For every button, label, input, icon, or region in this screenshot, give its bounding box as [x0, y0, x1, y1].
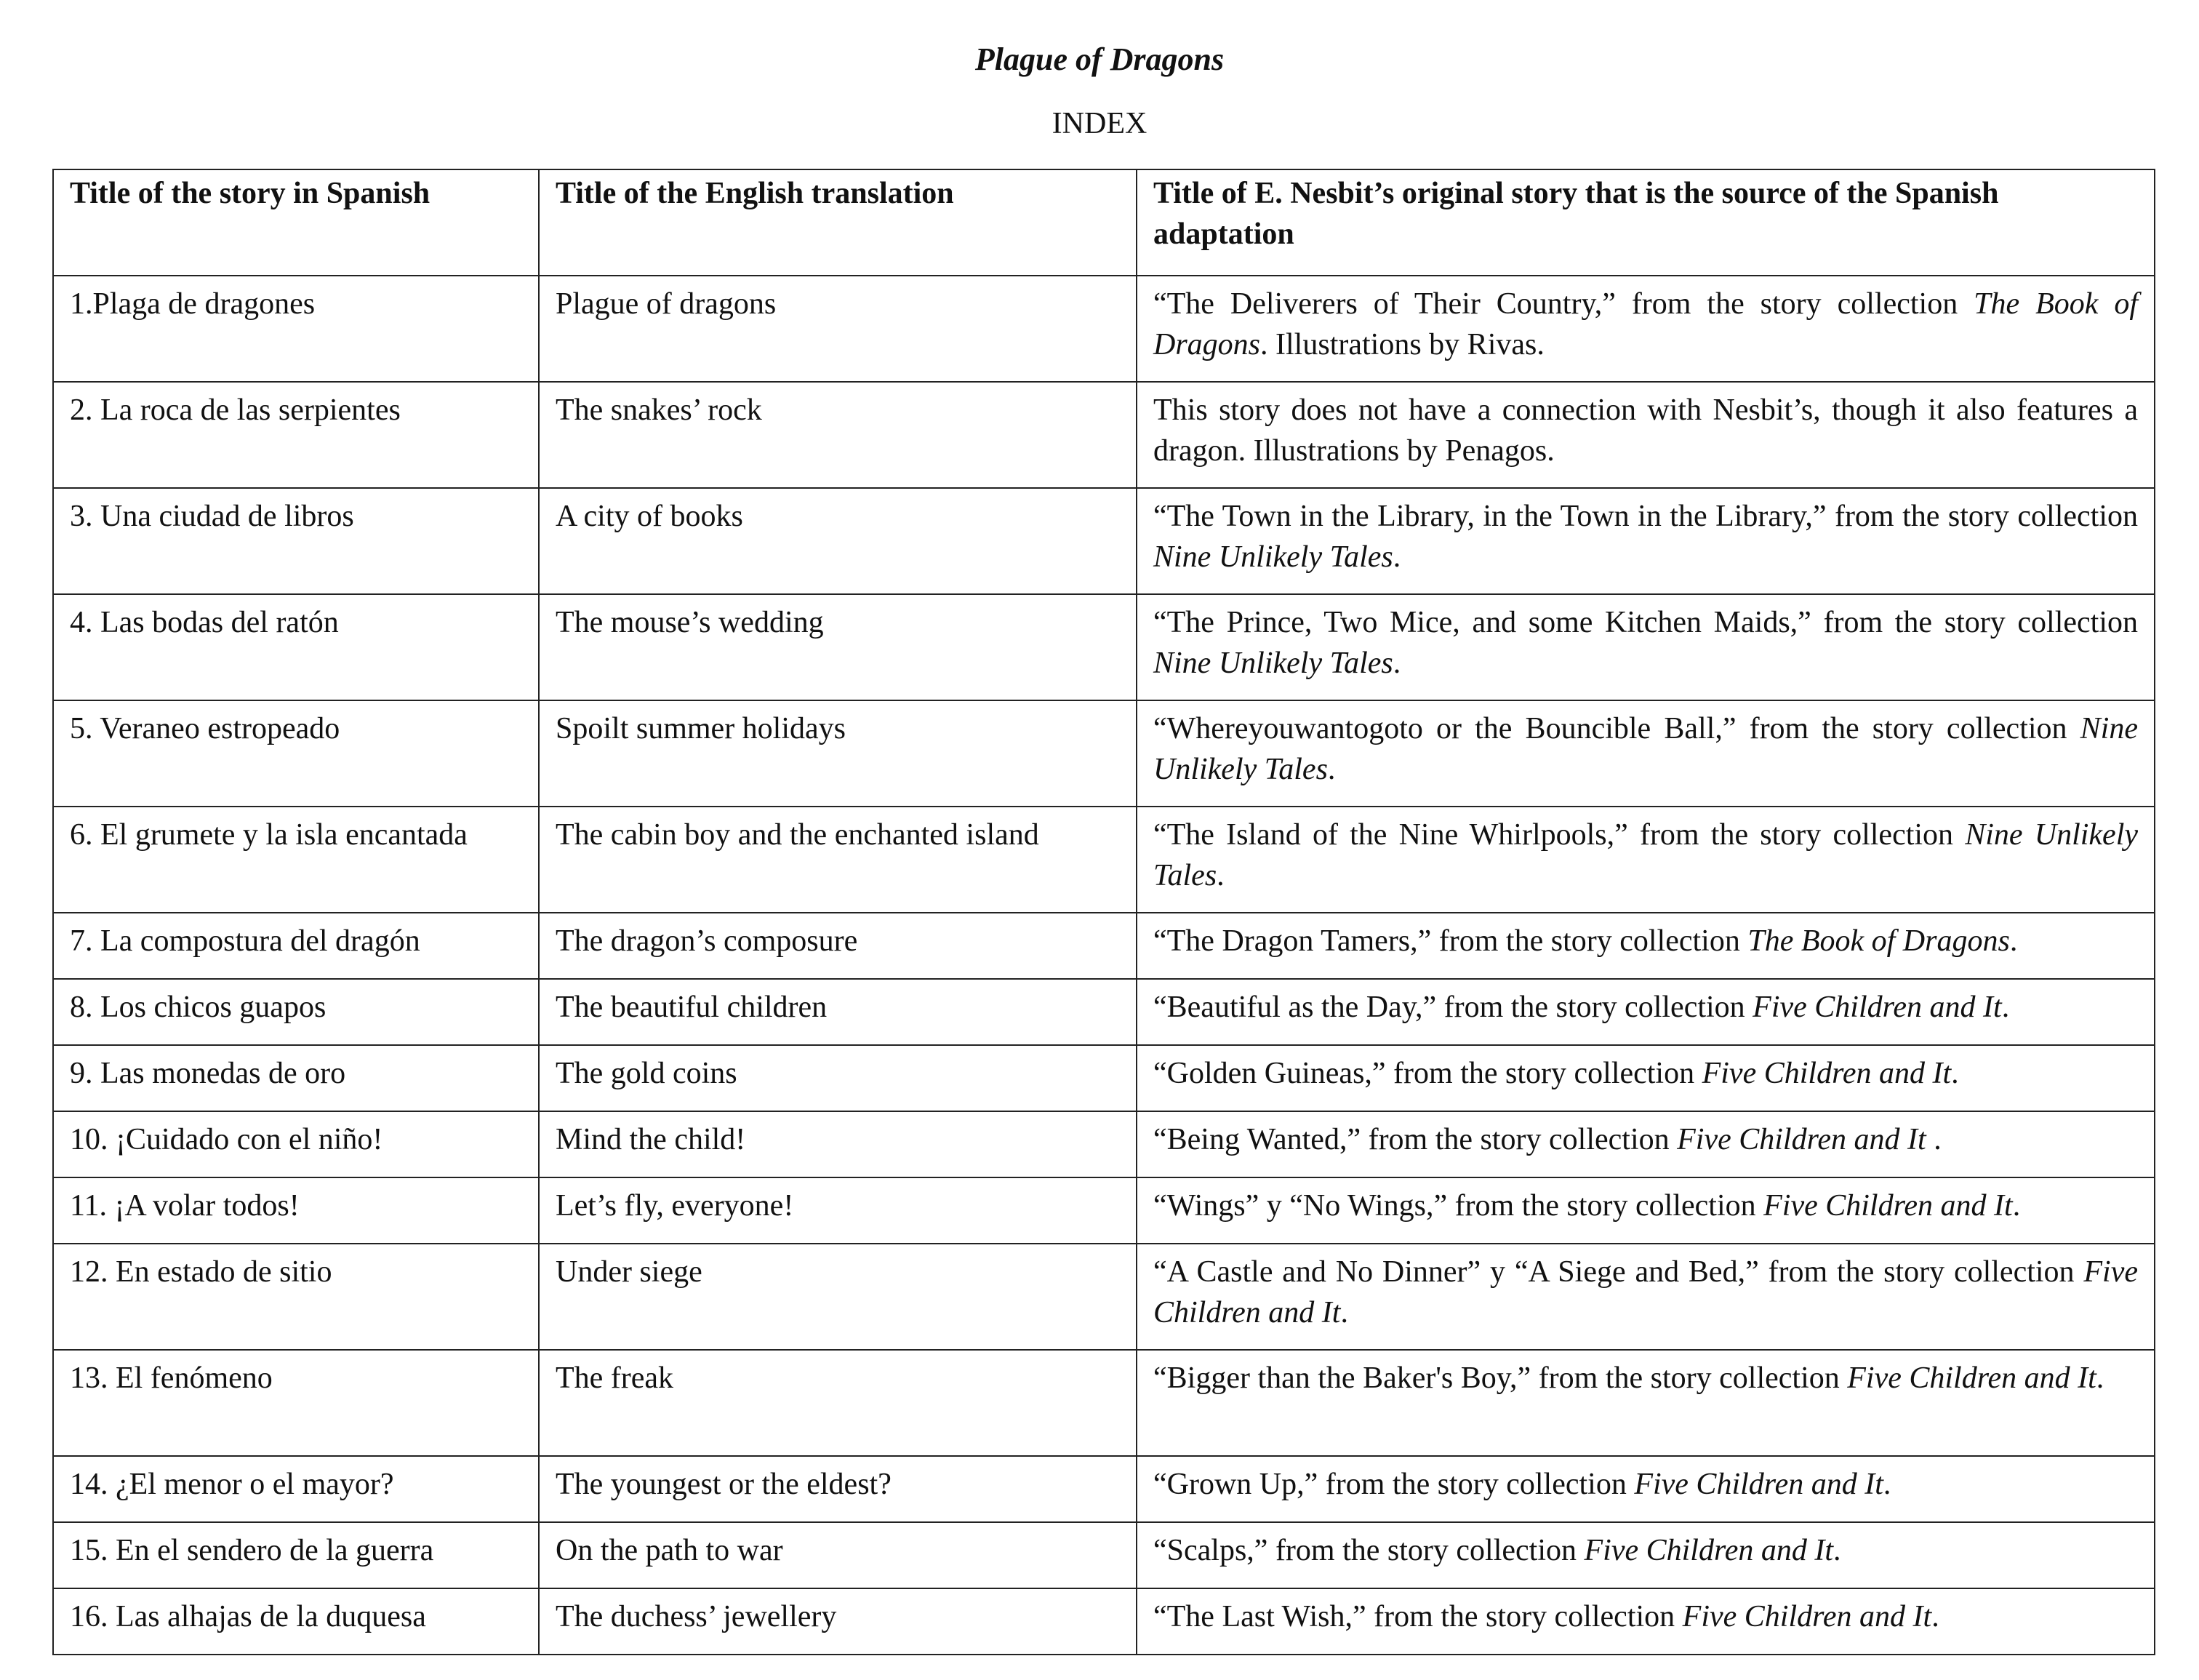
source-story-tail: . — [1951, 1057, 1959, 1090]
source-collection-title: Five Children and It — [1682, 1600, 1932, 1633]
spanish-title-cell: 13. El fenómeno — [53, 1350, 539, 1456]
english-title-cell: Plague of dragons — [539, 276, 1137, 382]
source-story-text: “The Dragon Tamers,” from the story collection — [1153, 924, 1748, 958]
table-row — [53, 594, 2155, 700]
table-row — [53, 807, 2155, 913]
table-body — [53, 276, 2155, 1655]
source-story-tail: . — [1393, 647, 1401, 680]
source-story-text: “Beautiful as the Day,” from the story collection — [1153, 991, 1753, 1024]
source-story-text: “Being Wanted,” from the story collection — [1153, 1123, 1678, 1156]
english-title-cell: The beautiful children — [539, 979, 1137, 1045]
source-story-cell — [1137, 1522, 2155, 1588]
table-row — [53, 488, 2155, 594]
spanish-title-cell: 8. Los chicos guapos — [53, 979, 539, 1045]
english-title-cell: Under siege — [539, 1244, 1137, 1350]
document-title: Plague of Dragons — [974, 41, 1225, 77]
table-row — [53, 1588, 2155, 1655]
source-collection-title: Nine Unlikely Tales — [1153, 647, 1393, 680]
english-title-cell: Mind the child! — [539, 1111, 1137, 1177]
source-story-cell — [1137, 1111, 2155, 1177]
english-title-cell: The gold coins — [539, 1045, 1137, 1111]
source-story-text: “Wings” y “No Wings,” from the story collection — [1153, 1189, 1764, 1223]
source-collection-title: Five Children and It — [1677, 1123, 1926, 1156]
source-collection-title: Five Children and It — [1153, 1255, 2138, 1329]
source-story-cell — [1137, 1456, 2155, 1522]
table-row — [53, 1522, 2155, 1588]
source-story-cell — [1137, 807, 2155, 913]
source-collection-title: Five Children and It — [1634, 1468, 1883, 1501]
source-story-cell — [1137, 594, 2155, 700]
english-title-cell: A city of books — [539, 488, 1137, 594]
spanish-title-cell: 10. ¡Cuidado con el niño! — [53, 1111, 539, 1177]
source-story-cell — [1137, 382, 2155, 488]
source-collection-title: Nine Unlikely Tales — [1153, 712, 2138, 786]
source-collection-title: Five Children and It — [1763, 1189, 2013, 1223]
source-story-text: “A Castle and No Dinner” y “A Siege and Bed,” from the story collection — [1153, 1255, 2084, 1289]
spanish-title-cell: 16. Las alhajas de la duquesa — [53, 1588, 539, 1655]
english-title-cell: On the path to war — [539, 1522, 1137, 1588]
source-story-tail: . — [1926, 1123, 1942, 1156]
source-story-text: “The Island of the Nine Whirlpools,” from the story collection — [1153, 818, 1966, 852]
source-story-tail: . — [1931, 1600, 1939, 1633]
table-row — [53, 979, 2155, 1045]
english-title-cell: The cabin boy and the enchanted island — [539, 807, 1137, 913]
source-story-tail: . — [1393, 540, 1401, 574]
source-story-text: “The Deliverers of Their Country,” from the story collection — [1153, 287, 1974, 321]
table-header-row — [53, 169, 2155, 276]
source-story-text: “The Last Wish,” from the story collection — [1153, 1600, 1683, 1633]
english-title-cell: The youngest or the eldest? — [539, 1456, 1137, 1522]
spanish-title-cell: 14. ¿El menor o el mayor? — [53, 1456, 539, 1522]
spanish-title-cell: 2. La roca de las serpientes — [53, 382, 539, 488]
source-story-tail: . Illustrations by Rivas. — [1260, 328, 1545, 361]
source-collection-title: Nine Unlikely Tales — [1153, 818, 2139, 892]
header-source-title: Title of E. Nesbit’s original story that is the source of the Spanish adaptation — [1137, 169, 2155, 276]
table-row — [53, 1045, 2155, 1111]
header-english-title: Title of the English translation — [539, 169, 1137, 276]
source-story-cell — [1137, 1177, 2155, 1244]
source-collection-title: Five Children and It — [1584, 1534, 1834, 1567]
source-story-tail: . — [1217, 859, 1225, 892]
source-story-tail: . — [1833, 1534, 1841, 1567]
source-story-tail: . — [1883, 1468, 1891, 1501]
source-story-text: “The Prince, Two Mice, and some Kitchen Maids,” from the story collection — [1153, 606, 2138, 639]
source-story-cell — [1137, 700, 2155, 807]
table-row — [53, 1177, 2155, 1244]
source-collection-title: Five Children and It — [1702, 1057, 1952, 1090]
source-story-tail: . — [2096, 1361, 2104, 1395]
table-row — [53, 382, 2155, 488]
source-collection-title: Nine Unlikely Tales — [1153, 540, 1393, 574]
source-collection-title: Five Children and It — [1753, 991, 2002, 1024]
source-story-tail: . — [2012, 1189, 2021, 1223]
source-story-text: “Scalps,” from the story collection — [1153, 1534, 1585, 1567]
english-title-cell: The dragon’s composure — [539, 913, 1137, 979]
english-title-cell: Let’s fly, everyone! — [539, 1177, 1137, 1244]
spanish-title-cell: 12. En estado de sitio — [53, 1244, 539, 1350]
spanish-title-cell: 7. La compostura del dragón — [53, 913, 539, 979]
spanish-title-cell: 9. Las monedas de oro — [53, 1045, 539, 1111]
source-story-text: “Golden Guineas,” from the story collection — [1153, 1057, 1702, 1090]
source-story-cell — [1137, 1045, 2155, 1111]
table-row — [53, 1350, 2155, 1456]
source-story-cell — [1137, 913, 2155, 979]
english-title-cell: The snakes’ rock — [539, 382, 1137, 488]
spanish-title-cell: 1.Plaga de dragones — [53, 276, 539, 382]
table-row — [53, 276, 2155, 382]
source-story-tail: . — [1340, 1296, 1348, 1329]
spanish-title-cell: 3. Una ciudad de libros — [53, 488, 539, 594]
table-row — [53, 913, 2155, 979]
spanish-title-cell: 5. Veraneo estropeado — [53, 700, 539, 807]
table-row — [53, 700, 2155, 807]
source-story-cell — [1137, 276, 2155, 382]
source-story-cell — [1137, 1588, 2155, 1655]
source-story-cell — [1137, 488, 2155, 594]
english-title-cell: The freak — [539, 1350, 1137, 1456]
english-title-cell: The mouse’s wedding — [539, 594, 1137, 700]
source-story-tail: . — [2009, 924, 2018, 958]
source-story-text: “The Town in the Library, in the Town in the Library,” from the story collection — [1153, 500, 2138, 533]
source-story-text: “Bigger than the Baker's Boy,” from the story collection — [1153, 1361, 1848, 1395]
spanish-title-cell: 4. Las bodas del ratón — [53, 594, 539, 700]
english-title-cell: Spoilt summer holidays — [539, 700, 1137, 807]
source-story-text: “Grown Up,” from the story collection — [1153, 1468, 1635, 1501]
spanish-title-cell: 6. El grumete y la isla encantada — [53, 807, 539, 913]
source-collection-title: The Book of Dragons — [1153, 287, 2139, 361]
source-story-text: This story does not have a connection with Nesbit’s, though it also features a dragon. Illustrations by Penagos. — [1153, 393, 2138, 468]
source-collection-title: Five Children and It — [1847, 1361, 2096, 1395]
index-table — [52, 169, 2155, 1655]
source-story-tail: . — [1327, 753, 1336, 786]
english-title-cell: The duchess’ jewellery — [539, 1588, 1137, 1655]
header-spanish-title: Title of the story in Spanish — [53, 169, 539, 276]
source-collection-title: The Book of Dragons — [1747, 924, 2010, 958]
source-story-cell — [1137, 1244, 2155, 1350]
source-story-tail: . — [2001, 991, 2010, 1024]
document-subtitle: INDEX — [1052, 107, 1147, 140]
source-story-cell — [1137, 1350, 2155, 1456]
spanish-title-cell: 15. En el sendero de la guerra — [53, 1522, 539, 1588]
table-row — [53, 1456, 2155, 1522]
table-row — [53, 1111, 2155, 1177]
spanish-title-cell: 11. ¡A volar todos! — [53, 1177, 539, 1244]
source-story-text: “Whereyouwantogoto or the Bouncible Ball,” from the story collection — [1153, 712, 2080, 745]
table-row — [53, 1244, 2155, 1350]
source-story-cell — [1137, 979, 2155, 1045]
